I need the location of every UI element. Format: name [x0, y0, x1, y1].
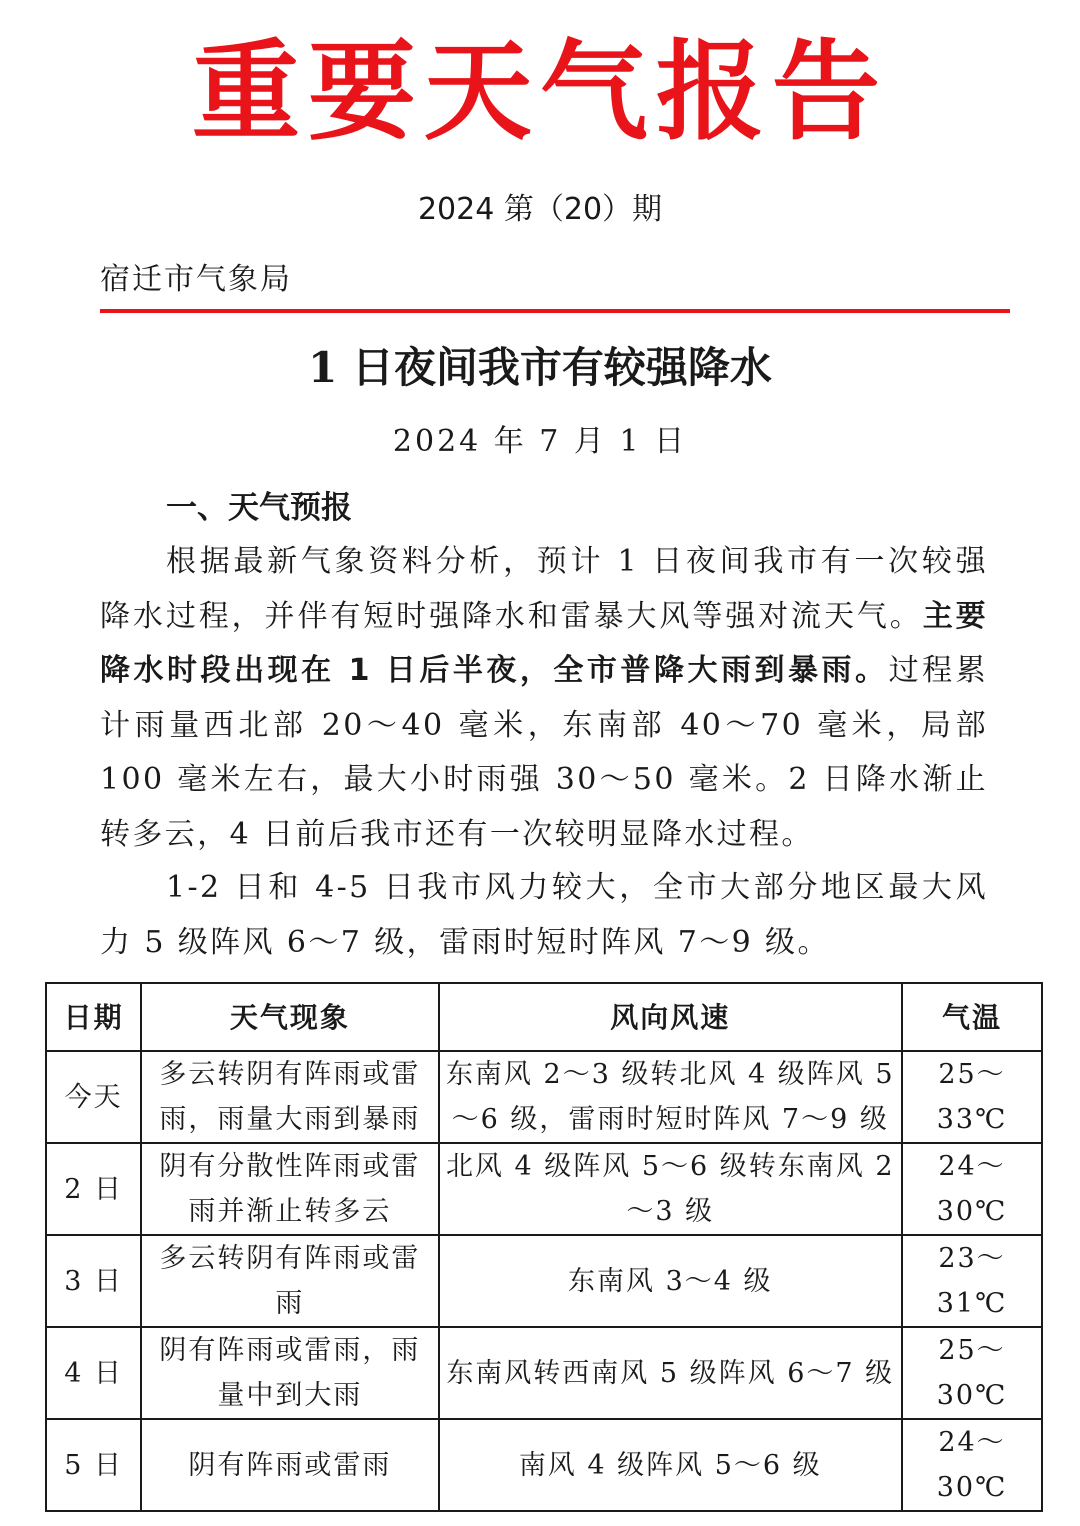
forecast-paragraph-2: 1-2 日和 4-5 日我市风力较大，全市大部分地区最大风力 5 级阵风 6～7 级，雷雨时短时阵风 7～9 级。	[100, 870, 988, 960]
cell-wind: 东南风转西南风 5 级阵风 6～7 级	[439, 1327, 903, 1419]
cell-date: 4 日	[46, 1327, 141, 1419]
section-title-forecast: 一、天气预报	[166, 490, 352, 526]
cell-date: 5 日	[46, 1419, 141, 1511]
table-row	[46, 1235, 1042, 1327]
header-wind: 风向风速	[439, 983, 903, 1051]
header-temperature: 气温	[902, 983, 1042, 1051]
cell-date: 今天	[46, 1051, 141, 1143]
cell-temperature: 23～31℃	[902, 1235, 1042, 1327]
cell-wind: 东南风 3～4 级	[439, 1235, 903, 1327]
header-date: 日期	[46, 983, 141, 1051]
cell-temperature: 25～33℃	[902, 1051, 1042, 1143]
cell-temperature: 24～30℃	[902, 1143, 1042, 1235]
cell-temperature: 25～30℃	[902, 1327, 1042, 1419]
issue-number: 2024 第（20）期	[417, 192, 663, 227]
cell-weather: 多云转阴有阵雨或雷雨	[141, 1235, 438, 1327]
forecast-table	[45, 982, 1043, 1512]
cell-weather: 阴有分散性阵雨或雷雨并渐止转多云	[141, 1143, 438, 1235]
cell-weather: 阴有阵雨或雷雨，雨量中到大雨	[141, 1327, 438, 1419]
paragraph-1-text-b: 过程累计雨量西北部 20～40 毫米，东南部 40～70 毫米，局部 100 毫米左右，最大小时雨强 30～50 毫米。2 日降水渐止转多云，4 日前后我市还有一次较明显降水过程。	[100, 653, 988, 852]
cell-wind: 北风 4 级阵风 5～6 级转东南风 2～3 级	[439, 1143, 903, 1235]
cell-weather: 多云转阴有阵雨或雷雨，雨量大雨到暴雨	[141, 1051, 438, 1143]
report-banner-title: 重要天气报告	[191, 30, 888, 155]
cell-wind: 东南风 2～3 级转北风 4 级阵风 5～6 级，雷雨时短时阵风 7～9 级	[439, 1051, 903, 1143]
table-row	[46, 1051, 1042, 1143]
table-header-row	[46, 983, 1042, 1051]
cell-date: 2 日	[46, 1143, 141, 1235]
cell-date: 3 日	[46, 1235, 141, 1327]
red-divider	[100, 309, 1010, 313]
cell-weather: 阴有阵雨或雷雨	[141, 1419, 438, 1511]
table-row	[46, 1419, 1042, 1511]
paragraph-1-text-a: 根据最新气象资料分析，预计 1 日夜间我市有一次较强降水过程，并伴有短时强降水和雷暴大风等强对流天气。	[100, 544, 988, 634]
header-weather: 天气现象	[141, 983, 438, 1051]
issuing-organization: 宿迁市气象局	[100, 262, 292, 297]
article-headline: 1 日夜间我市有较强降水	[308, 343, 772, 392]
cell-wind: 南风 4 级阵风 5～6 级	[439, 1419, 903, 1511]
table-row	[46, 1143, 1042, 1235]
article-date: 2024 年 7 月 1 日	[392, 424, 688, 459]
forecast-paragraph-1	[100, 535, 988, 862]
table-row	[46, 1327, 1042, 1419]
paragraph-1-bold-text: 主要降水时段出现在 1 日后半夜，全市普降大雨到暴雨。	[100, 598, 988, 688]
cell-temperature: 24～30℃	[902, 1419, 1042, 1511]
